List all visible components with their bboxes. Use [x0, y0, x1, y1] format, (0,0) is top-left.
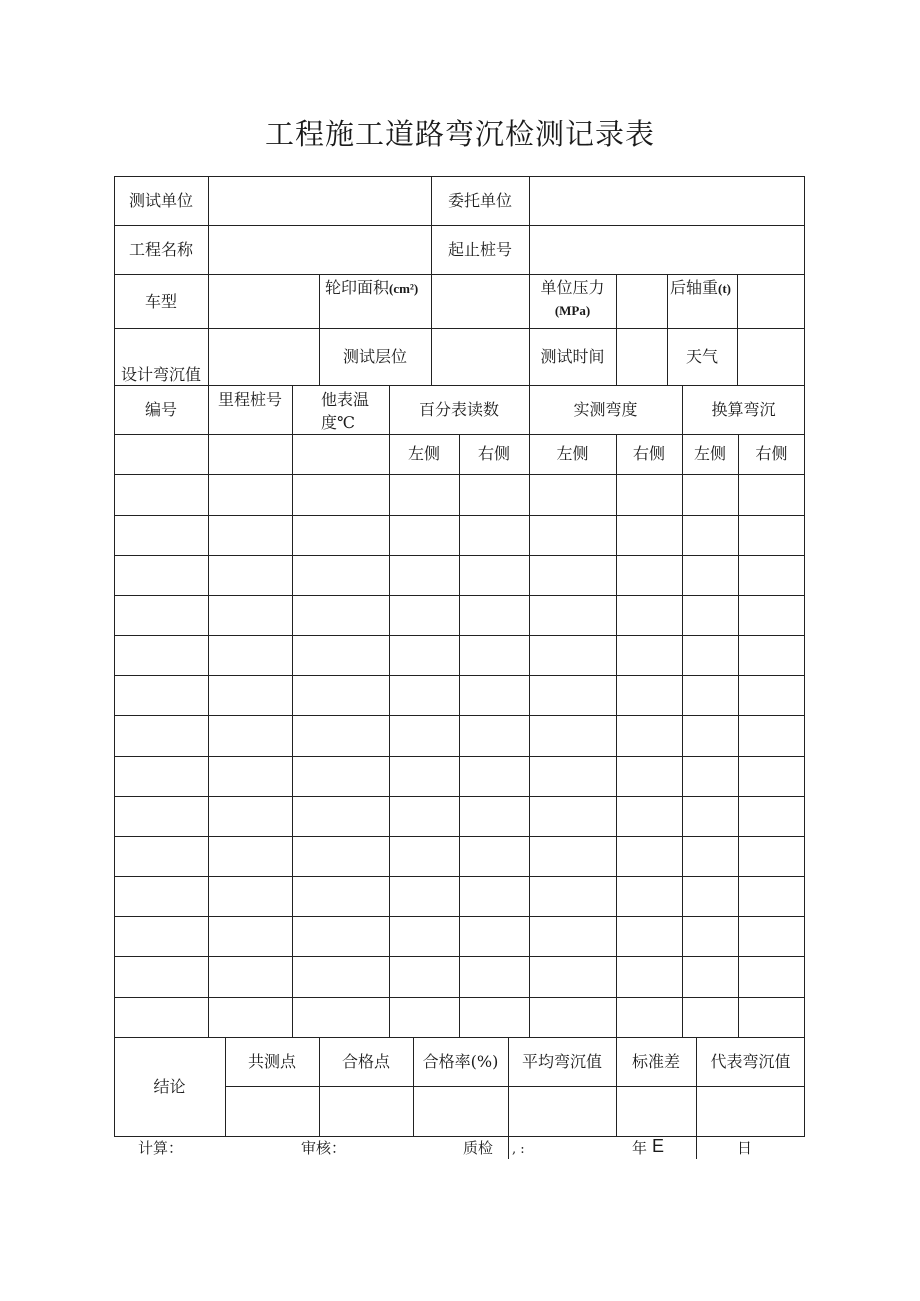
conclusion-header: 标准差 [631, 1052, 680, 1071]
row-line [114, 225, 805, 226]
col-line [667, 274, 668, 385]
unit-pressure-unit: (MPa) [554, 303, 591, 318]
client-unit-label: 委托单位 [447, 191, 512, 210]
row-line [114, 328, 805, 329]
footer-marks: , : [512, 1142, 525, 1157]
col-line [616, 274, 617, 385]
weather-label: 天气 [685, 347, 718, 366]
row-line [114, 1037, 805, 1038]
rear-axle-label [670, 278, 731, 299]
row-line [114, 385, 805, 386]
rear-axle-text: 后轴重 [670, 278, 719, 297]
col-line [738, 434, 739, 1037]
col-temp-line2: 度℃ [321, 413, 355, 432]
row-line [114, 274, 805, 275]
col-line [616, 434, 617, 1037]
footer-day: 日 [737, 1139, 753, 1157]
tire-area-label [325, 278, 418, 299]
conclusion-header: 合格率(%) [422, 1052, 499, 1071]
footer-year: 年 [632, 1139, 648, 1157]
footer-qc: 质检 [463, 1139, 494, 1157]
conclusion-header: 合格点 [341, 1052, 390, 1071]
col-right: 右侧 [755, 444, 788, 463]
unit-pressure-label: 单位压力 [540, 278, 605, 297]
col-line [292, 385, 293, 1037]
tire-area-unit: (cm²) [389, 281, 419, 296]
col-left: 左侧 [407, 444, 440, 463]
col-converted: 换算弯沉 [711, 400, 776, 419]
test-unit-label: 测试单位 [128, 191, 193, 210]
station-range-label: 起止桩号 [447, 240, 512, 259]
row-line [225, 1086, 805, 1087]
col-left: 左侧 [693, 444, 726, 463]
col-dial-reading: 百分表读数 [418, 400, 499, 419]
col-measured: 实测弯度 [573, 400, 638, 419]
col-line [737, 274, 738, 385]
col-right: 右侧 [632, 444, 665, 463]
conclusion-header: 代表弯沉值 [710, 1052, 791, 1071]
page-title: 工程施工道路弯沉检测记录表 [264, 117, 655, 151]
col-line [319, 274, 320, 385]
test-layer-label: 测试层位 [342, 347, 407, 366]
conclusion-header: 平均弯沉值 [521, 1052, 602, 1071]
col-line [682, 385, 683, 1037]
col-right: 右侧 [477, 444, 510, 463]
tire-area-text: 轮印面积 [325, 278, 390, 297]
col-number: 编号 [144, 400, 177, 419]
conclusion-header: 共测点 [247, 1052, 296, 1071]
col-temp-line1: 他表温 [321, 390, 370, 409]
col-line [389, 385, 390, 1037]
col-left: 左侧 [556, 444, 589, 463]
conclusion-label: 结论 [153, 1077, 186, 1096]
rear-axle-unit: (t) [718, 281, 732, 296]
vehicle-type-label: 车型 [144, 292, 177, 311]
design-deflection-label: 设计弯沉值 [120, 365, 201, 384]
footer-calc: 计算： [138, 1139, 184, 1157]
project-name-label: 工程名称 [128, 240, 193, 259]
col-line [208, 176, 209, 1037]
footer-review: 审核： [301, 1139, 347, 1157]
col-line [459, 434, 460, 1037]
col-mileage: 里程桩号 [217, 390, 282, 409]
test-time-label: 测试时间 [540, 347, 605, 366]
footer-month: E [652, 1136, 665, 1156]
